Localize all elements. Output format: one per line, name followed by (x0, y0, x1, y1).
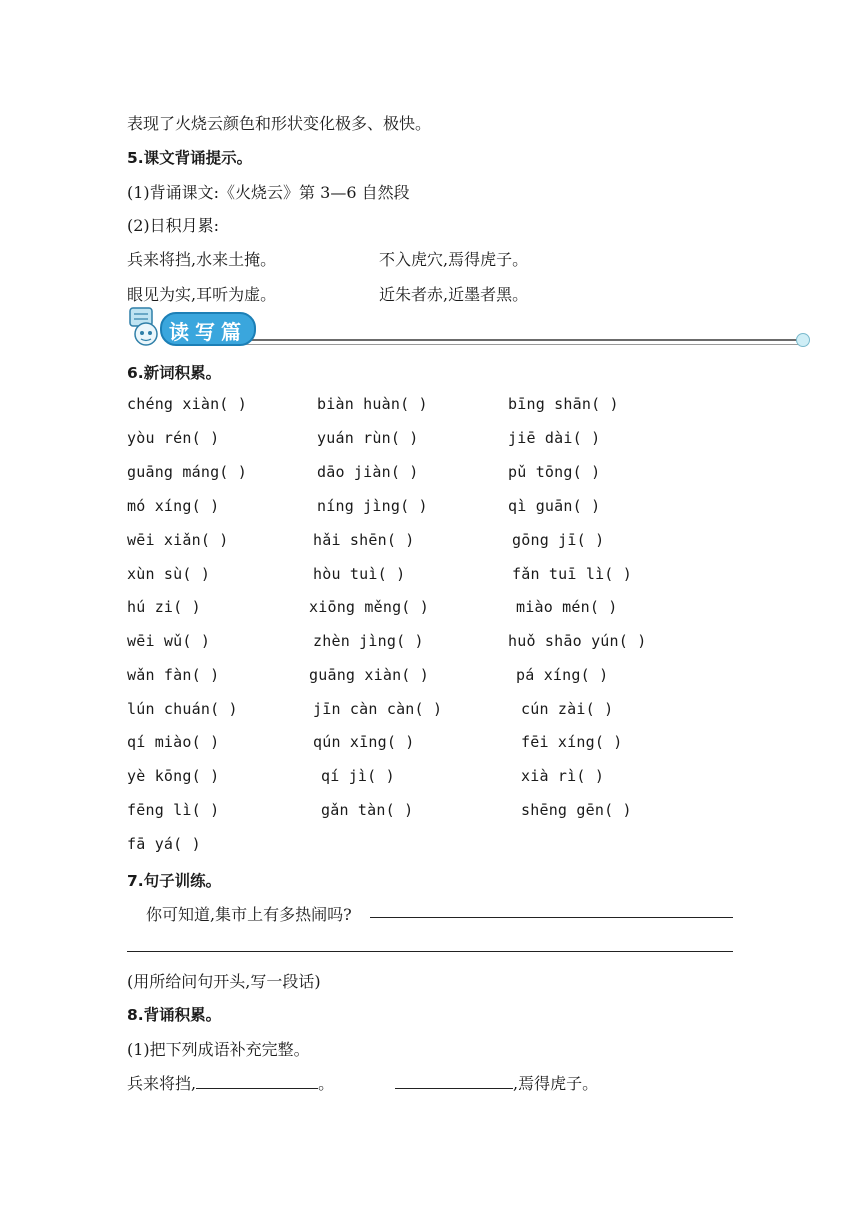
fill-blank[interactable] (395, 1074, 513, 1089)
vocab-item: yòu rén( ) (127, 429, 220, 447)
vocab-item: hú zi( ) (127, 598, 201, 616)
vocab-item: guāng xiàn( ) (309, 666, 429, 684)
vocab-item: bīng shān( ) (508, 395, 619, 413)
idiom-fill-left (127, 1071, 334, 1094)
vocab-item: wēi wǔ( ) (127, 632, 211, 650)
banner-end-dot-icon (796, 333, 810, 347)
vocab-item: cún zài( ) (521, 700, 614, 718)
vocab-item: fēi xíng( ) (521, 733, 623, 751)
vocab-item: miào mén( ) (516, 598, 618, 616)
q5-item-1: (1)背诵课文:《火烧云》第 3—6 自然段 (127, 183, 410, 202)
vocab-item: xùn sù( ) (127, 565, 211, 583)
idiom-right-suffix: ,焉得虎子。 (513, 1074, 599, 1093)
proverb-1: 兵来将挡,水来土掩。 (127, 250, 277, 269)
vocab-item: jīn càn càn( ) (313, 700, 443, 718)
vocab-item: qí jì( ) (321, 767, 395, 785)
vocab-item: shēng gēn( ) (521, 801, 632, 819)
banner-rule (232, 339, 798, 341)
vocab-item: hǎi shēn( ) (313, 531, 415, 549)
q6-heading: 6.新词积累。 (127, 364, 222, 382)
idiom-left-prefix: 兵来将挡, (127, 1074, 197, 1093)
proverb-4: 近朱者赤,近墨者黑。 (379, 285, 529, 304)
vocab-item: pá xíng( ) (516, 666, 609, 684)
q7-heading: 7.句子训练。 (127, 872, 222, 890)
idiom-fill-right (395, 1071, 598, 1094)
vocab-item: biàn huàn( ) (317, 395, 428, 413)
vocab-item: fā yá( ) (127, 835, 201, 853)
proverb-2: 不入虎穴,焉得虎子。 (379, 250, 529, 269)
q8-item-1: (1)把下列成语补充完整。 (127, 1040, 310, 1059)
vocab-item: guāng máng( ) (127, 463, 247, 481)
vocab-item: yuán rùn( ) (317, 429, 419, 447)
banner-rule-thin (232, 344, 798, 345)
section-banner (122, 306, 812, 352)
vocab-item: qún xīng( ) (313, 733, 415, 751)
vocab-item: zhèn jìng( ) (313, 632, 424, 650)
vocab-item: lún chuán( ) (127, 700, 238, 718)
q5-heading: 5.课文背诵提示。 (127, 149, 253, 167)
vocab-item: qì guān( ) (508, 497, 601, 515)
intro-line: 表现了火烧云颜色和形状变化极多、极快。 (127, 114, 432, 133)
vocab-item: níng jìng( ) (317, 497, 428, 515)
vocab-item: gōng jī( ) (512, 531, 605, 549)
section-title: 读写篇 (169, 320, 247, 344)
vocab-item: jiē dài( ) (508, 429, 601, 447)
vocab-item: gǎn tàn( ) (321, 801, 414, 819)
vocab-item: hòu tuì( ) (313, 565, 406, 583)
vocab-item: chéng xiàn( ) (127, 395, 247, 413)
vocab-item: qí miào( ) (127, 733, 220, 751)
q7-note: (用所给问句开头,写一段话) (127, 972, 321, 991)
vocab-item: xià rì( ) (521, 767, 605, 785)
vocab-item: fēng lì( ) (127, 801, 220, 819)
vocab-item: dāo jiàn( ) (317, 463, 419, 481)
proverb-3: 眼见为实,耳听为虚。 (127, 285, 277, 304)
vocab-item: wēi xiǎn( ) (127, 531, 229, 549)
answer-line[interactable] (127, 951, 733, 952)
q5-item-2: (2)日积月累: (127, 216, 220, 235)
vocab-item: yè kōng( ) (127, 767, 220, 785)
q7-prompt: 你可知道,集市上有多热闹吗? (146, 905, 352, 924)
section-badge (160, 312, 256, 346)
vocab-item: huǒ shāo yún( ) (508, 632, 647, 650)
vocab-item: xiōng měng( ) (309, 598, 429, 616)
vocab-item: wǎn fàn( ) (127, 666, 220, 684)
idiom-left-suffix: 。 (318, 1074, 335, 1093)
answer-line[interactable] (370, 917, 733, 918)
vocab-item: mó xíng( ) (127, 497, 220, 515)
q8-heading: 8.背诵积累。 (127, 1006, 222, 1024)
vocab-item: pǔ tōng( ) (508, 463, 601, 481)
fill-blank[interactable] (196, 1074, 318, 1089)
vocab-item: fǎn tuī lì( ) (512, 565, 632, 583)
